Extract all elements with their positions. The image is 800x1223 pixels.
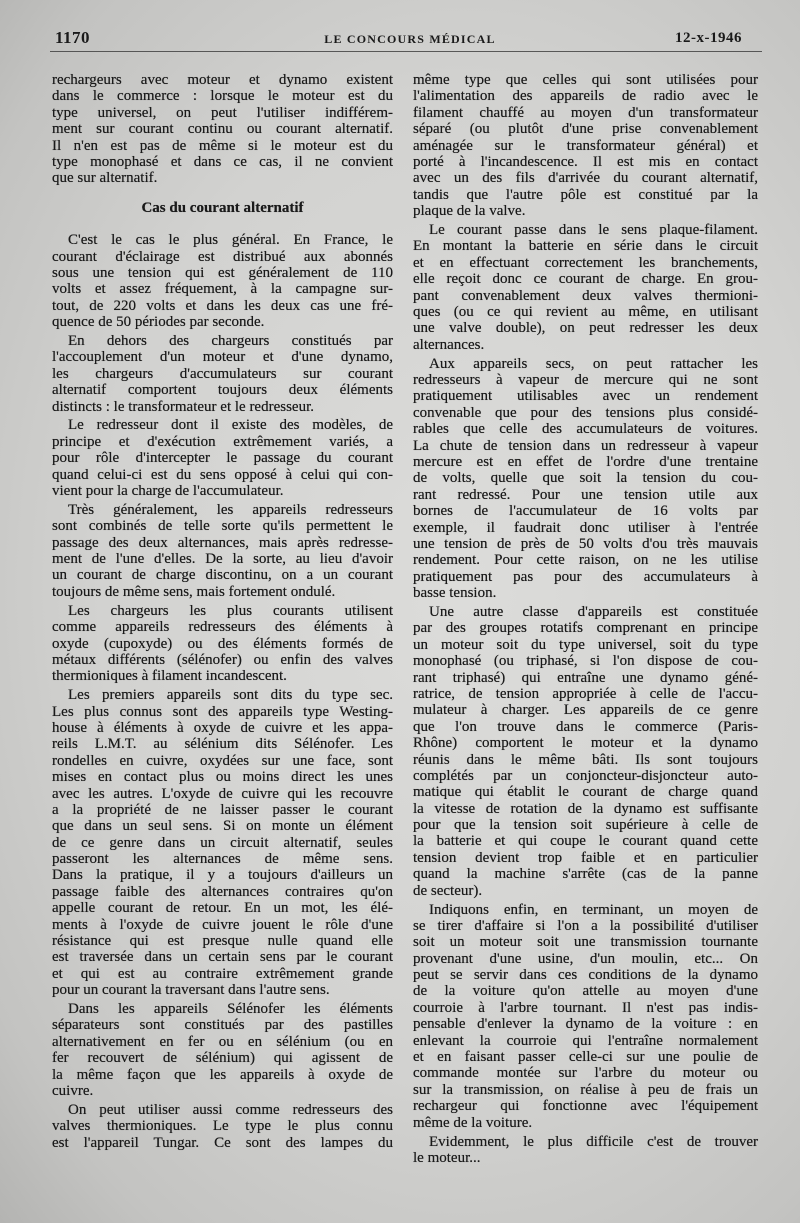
text-line: vient pour la charge de l'accumulateur. bbox=[52, 482, 284, 499]
text-line: la vitesse de rotation de la dynamo est suffisante bbox=[413, 800, 758, 817]
text-line: toujours de même sens, mais fortement ondulé. bbox=[52, 583, 336, 600]
text-line: Evidemment, le plus difficile c'est de trouver bbox=[429, 1133, 758, 1150]
text-line: et en effectuant correctement les branchements, bbox=[413, 254, 758, 271]
text-line: pratiquement utilisables avec un rendement bbox=[413, 388, 758, 405]
paragraph bbox=[413, 604, 758, 899]
text-line: En montant la batterie en série dans le circuit bbox=[413, 238, 758, 255]
text-line: matique qui établit le courant de charge quand bbox=[413, 784, 758, 801]
text-line: commande montée sur l'arbre du moteur ou bbox=[413, 1065, 758, 1082]
text-line: sur la transmission, on réalise à peu de frais un bbox=[413, 1081, 758, 1098]
text-line: alternances. bbox=[413, 336, 485, 353]
text-line: tandis que l'autre pôle est constitué par la bbox=[413, 186, 758, 203]
text-line: rables que celle des accumulateurs de voitures. bbox=[413, 421, 758, 438]
text-line: Dans les appareils Sélénofer les éléments bbox=[68, 1001, 393, 1018]
text-line: exemple, il faudrait donc utiliser à l'entrée bbox=[413, 519, 758, 536]
text-line: pour un courant la traversant dans l'autre sens. bbox=[52, 982, 330, 999]
text-line: mises en contact plus ou moins direct les unes bbox=[52, 769, 393, 786]
text-line: courroie à l'arbre tournant. Il n'est pas indis- bbox=[413, 999, 758, 1016]
text-line: séparateurs sont constitués par des pastilles bbox=[52, 1017, 393, 1034]
text-line: tension devient trop faible et en particulier bbox=[413, 849, 758, 866]
text-line: tout, de 220 volts et dans les deux cas une fré- bbox=[52, 297, 393, 314]
text-line: une valve double), on peut redresser les deux bbox=[413, 320, 758, 337]
text-line: redresseurs à vapeur de mercure qui ne sont bbox=[413, 372, 758, 389]
text-line: sont combinés de telle sorte qu'ils permettent le bbox=[52, 518, 393, 535]
text-line: de volts, quelle que soit la tension du cou- bbox=[413, 470, 758, 487]
text-line: quand celui-ci est du sens opposé à celui qui con- bbox=[52, 466, 393, 483]
text-line: passage faible des alternances contraires qu'on bbox=[52, 883, 393, 900]
text-line: enlevant la courroie qui l'entraîne normalement bbox=[413, 1032, 758, 1049]
issue-date: 12-x-1946 bbox=[675, 30, 742, 46]
text-line: que dans un seul sens. Si on monte un élément bbox=[52, 818, 393, 835]
text-line: de ce genre dans un circuit alternatif, seules bbox=[52, 834, 393, 851]
text-line: Aux appareils secs, on peut rattacher les bbox=[429, 355, 758, 372]
right-column bbox=[413, 72, 758, 1166]
text-line: alternativement en fer ou en sélénium (ou en bbox=[52, 1033, 393, 1050]
text-line: volts et assez fréquement, à la campagne sur- bbox=[52, 281, 393, 298]
text-line: la même façon que les appareils à oxyde de bbox=[52, 1066, 393, 1083]
text-line: rechargeurs avec moteur et dynamo existent bbox=[52, 72, 393, 88]
paragraph bbox=[52, 603, 393, 685]
text-line: porté à l'incandescence. Il est mis en contact bbox=[413, 153, 758, 170]
text-line: Les premiers appareils sont dits du type sec. bbox=[68, 687, 393, 704]
text-line: a la propriété de ne laisser passer le courant bbox=[52, 801, 393, 818]
paragraph bbox=[52, 333, 393, 415]
text-line: house à éléments à oxyde de cuivre et les appa- bbox=[52, 719, 393, 736]
text-line: métaux différents (sélénofer) ou enfin des valves bbox=[52, 651, 393, 668]
text-line: soit un moteur soit une transmission tournante bbox=[413, 934, 758, 951]
text-line: et qui est au contraire extrêmement grande bbox=[52, 965, 393, 982]
text-line: séparé (ou plutôt d'une prise convenablement bbox=[413, 121, 758, 138]
text-line: elle reçoit donc ce courant de charge. En grou- bbox=[413, 271, 758, 288]
text-line: rendement. Pour cette raison, on ne les utilise bbox=[413, 552, 758, 569]
text-line: Rhône) comportent le moteur et la dynamo bbox=[413, 735, 758, 752]
paragraph bbox=[52, 72, 393, 187]
text-line: Le courant passe dans le sens plaque-filament. bbox=[429, 222, 758, 239]
text-line: Les chargeurs les plus courants utilisent bbox=[68, 602, 393, 619]
text-line: appelle courant de retour. En un mot, les élé- bbox=[52, 900, 393, 917]
text-line: pensable d'enlever la dynamo de la voiture : en bbox=[413, 1016, 758, 1033]
text-line: rant redressé. Pour une tension utile aux bbox=[413, 486, 758, 503]
text-line: se tirer d'affaire si l'on a la possibilité d'utiliser bbox=[413, 917, 758, 934]
text-line: est traversée dans un certain sens par le courant bbox=[52, 949, 393, 966]
text-line: Une autre classe d'appareils est constituée bbox=[429, 604, 758, 620]
text-line: l'accouplement d'un moteur et d'une dynamo, bbox=[52, 349, 393, 366]
text-line: une tension de près de 50 volts d'ou très mauvais bbox=[413, 535, 758, 552]
paragraph bbox=[413, 902, 758, 1131]
text-line: le moteur... bbox=[413, 1149, 481, 1166]
text-line: avec les autres. L'oxyde de cuivre qui les recouvre bbox=[52, 785, 393, 802]
text-line: rondelles en cuivre, oxydées sur une face, sont bbox=[52, 752, 393, 769]
text-line: passage des deux alternances, mais après redresse- bbox=[52, 534, 393, 551]
text-line: l'alimentation des appareils de radio avec le bbox=[413, 88, 758, 105]
paragraph bbox=[52, 502, 393, 600]
text-line: un courant de charge discontinu, on a un courant bbox=[52, 567, 393, 584]
text-line: dans le commerce : lorsque le moteur est du bbox=[52, 88, 393, 105]
paragraph bbox=[413, 72, 758, 220]
text-line: monophasé (ou triphasé, si l'on dispose de cou- bbox=[413, 653, 758, 670]
text-line: Indiquons enfin, en terminant, un moyen de bbox=[429, 901, 758, 918]
text-line: ments à l'oxyde de cuivre jouent le rôle d'une bbox=[52, 916, 393, 933]
text-line: quence de 50 périodes par seconde. bbox=[52, 314, 265, 331]
text-line: C'est le cas le plus général. En France, le bbox=[68, 232, 393, 249]
text-line: pour rôle d'intercepter le passage du courant bbox=[52, 450, 393, 467]
text-line: convenable que pour des tensions plus considé- bbox=[413, 404, 758, 421]
text-line: provenant d'une usine, d'un moulin, etc... On bbox=[413, 950, 758, 967]
text-line: pratiquement pas pour des accumulateurs à bbox=[413, 568, 758, 585]
text-line: rechargeur qui fonctionne avec l'équipement bbox=[413, 1098, 758, 1115]
paragraph bbox=[52, 687, 393, 998]
text-line: les chargeurs d'accumulateurs sur courant bbox=[52, 365, 393, 382]
text-line: résistance qui est presque nulle quand elle bbox=[52, 933, 393, 950]
text-line: sous une tension qui est généralement de 110 bbox=[52, 264, 393, 281]
text-line: thermioniques à filament incandescent. bbox=[52, 668, 287, 685]
text-line: réunis dans le même bâti. Ils sont toujours bbox=[413, 751, 758, 768]
page-number: 1170 bbox=[55, 28, 91, 47]
text-line: Le redresseur dont il existe des modèles, de bbox=[68, 417, 393, 434]
left-column bbox=[52, 72, 393, 1151]
journal-title: LE CONCOURS MÉDICAL bbox=[324, 32, 496, 46]
text-line: type monophasé et dans ce cas, il ne convient bbox=[52, 153, 393, 170]
text-line: bornes de l'accumulateur de 16 volts par bbox=[413, 503, 758, 520]
text-line: type universel, on peut l'utiliser indifférem- bbox=[52, 104, 393, 121]
text-line: reils L.M.T. au sélénium dits Sélénofer. Les bbox=[52, 736, 393, 753]
text-line: valves thermioniques. Le type le plus connu bbox=[52, 1118, 393, 1135]
text-line: Très généralement, les appareils redresseurs bbox=[68, 501, 393, 518]
paragraph bbox=[413, 222, 758, 353]
text-line: distincts : le transformateur et le redresseur. bbox=[52, 398, 314, 415]
text-line: que l'on trouve dans le commerce (Paris- bbox=[413, 718, 758, 735]
text-line: avec un des fils d'arrivée du courant alternatif, bbox=[413, 170, 758, 187]
section-heading: Cas du courant alternatif bbox=[141, 200, 304, 217]
text-line: Dans la pratique, il y a toujours d'ailleurs un bbox=[52, 867, 393, 884]
text-line: courant d'éclairage est distribué aux abonnés bbox=[52, 248, 393, 265]
text-line: oxyde (cupoxyde) ou des éléments formés de bbox=[52, 635, 393, 652]
text-line: En dehors des chargeurs constitués par bbox=[68, 332, 393, 349]
text-line: que sur alternatif. bbox=[52, 170, 158, 187]
text-line: la batterie et qui coupe le courant quand cette bbox=[413, 833, 758, 850]
text-line: La chute de tension dans un redresseur à vapeur bbox=[413, 437, 758, 454]
text-line: de la voiture qu'on attelle au moyen d'une bbox=[413, 983, 758, 1000]
paragraph bbox=[413, 1134, 758, 1167]
text-line: mercure est en effet de l'ordre d'une trentaine bbox=[413, 453, 758, 470]
text-line: même type que celles qui sont utilisées pour bbox=[413, 72, 758, 88]
text-line: comme appareils redresseurs des éléments à bbox=[52, 619, 393, 636]
text-line: ratrice, de tension appropriée à celle de l'accu- bbox=[413, 685, 758, 702]
text-line: quand la machine s'arrête (cas de la panne bbox=[413, 866, 758, 883]
paragraph bbox=[413, 356, 758, 602]
text-line: même de la voiture. bbox=[413, 1114, 533, 1131]
text-line: alternatif comportent toujours deux éléments bbox=[52, 382, 393, 399]
text-line: aménagée sur le transformateur général) et bbox=[413, 137, 758, 154]
text-line: filament chauffé au moyen d'un transformateur bbox=[413, 104, 758, 121]
text-line: plaque de la valve. bbox=[413, 203, 526, 220]
text-line: pour que la tension soit supérieure à celle de bbox=[413, 817, 758, 834]
text-line: mulateur à charger. Les appareils de ce genre bbox=[413, 702, 758, 719]
text-line: de secteur). bbox=[413, 882, 483, 899]
paragraph bbox=[52, 417, 393, 499]
paragraph bbox=[52, 1102, 393, 1151]
text-line: par des groupes rotatifs comprenant en principe bbox=[413, 620, 758, 637]
text-line: passeront les alternances de même sens. bbox=[52, 851, 393, 868]
text-line: Il n'en est pas de même si le moteur est du bbox=[52, 137, 393, 154]
text-line: Les plus connus sont des appareils type Westing- bbox=[52, 703, 393, 720]
text-line: basse tension. bbox=[413, 585, 497, 602]
paragraph bbox=[52, 232, 393, 330]
text-line: principe et d'exécution extrêmement variés, a bbox=[52, 433, 393, 450]
text-line: un moteur soit du type universel, soit du type bbox=[413, 636, 758, 653]
text-line: ment de l'une d'elles. De la sorte, au lieu d'avoir bbox=[52, 551, 393, 568]
text-line: On peut utiliser aussi comme redresseurs des bbox=[68, 1101, 393, 1118]
text-line: ment sur courant continu ou courant alternatif. bbox=[52, 121, 393, 138]
text-line: fer recouvert de sélénium) qui agissent de bbox=[52, 1050, 393, 1067]
running-header bbox=[0, 26, 800, 50]
text-line: et en faisant passer celle-ci sur une poulie de bbox=[413, 1049, 758, 1066]
text-line: pant convenablement deux valves thermioni- bbox=[413, 287, 758, 304]
paragraph bbox=[52, 1001, 393, 1099]
text-line: ques (ou ce qui revient au même, en utilisant bbox=[413, 303, 758, 320]
text-line: cuivre. bbox=[52, 1083, 94, 1100]
text-line: peut se servir dans ces conditions de la dynamo bbox=[413, 967, 758, 984]
text-line: complétés par un conjoncteur-disjoncteur auto- bbox=[413, 767, 758, 784]
text-line: est l'appareil Tungar. Ce sont des lampes du bbox=[52, 1134, 393, 1151]
text-line: rant triphasé) qui entraîne une dynamo géné- bbox=[413, 669, 758, 686]
header-rule bbox=[50, 51, 762, 52]
